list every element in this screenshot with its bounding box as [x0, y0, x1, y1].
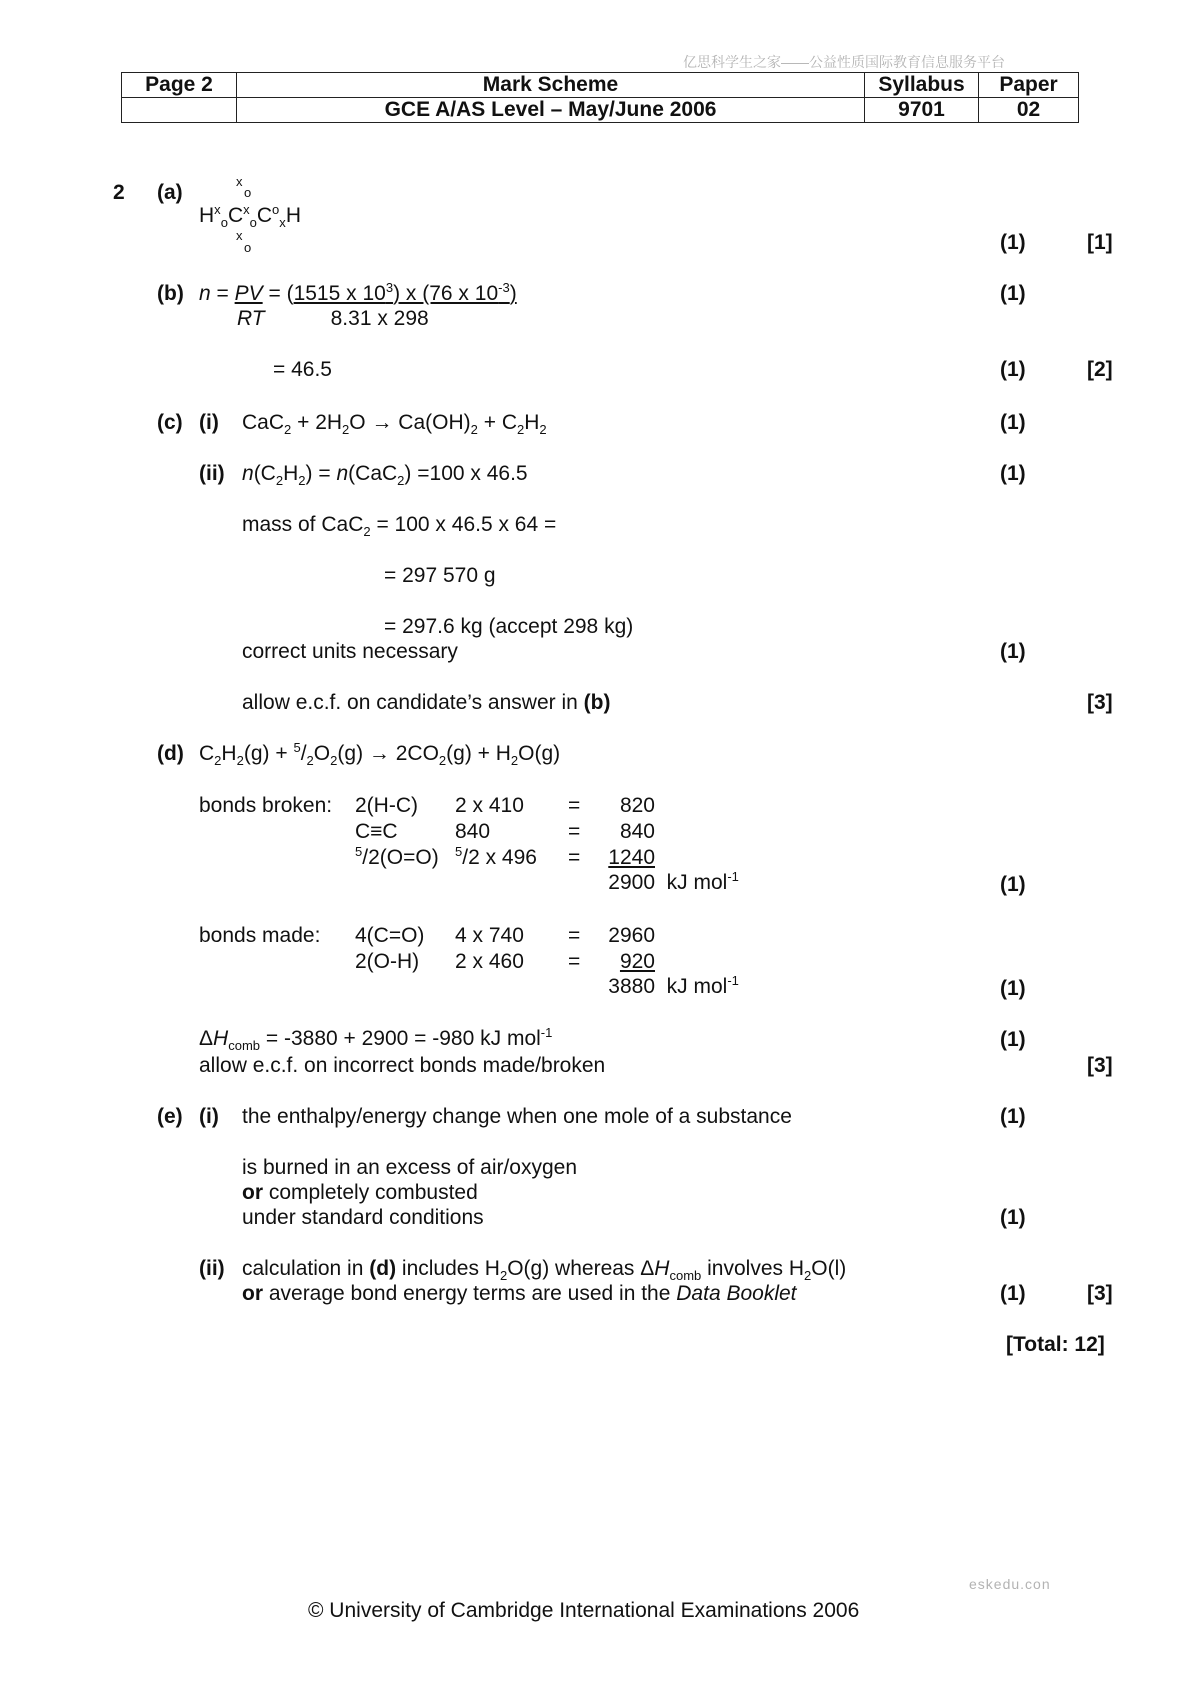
part-b-mark2: (1) — [1000, 358, 1026, 381]
e-ii-mark: (1) — [1000, 1282, 1026, 1305]
units-note: correct units necessary — [242, 640, 458, 663]
made-total: 3880 kJ mol$^{-1}$ — [608, 973, 739, 998]
part-c-i-label: (i) — [199, 411, 219, 434]
header-page: Page 2 — [122, 73, 237, 98]
watermark-bottom: eskedu.con — [969, 1576, 1051, 1592]
delta-h-mark: (1) — [1000, 1028, 1026, 1051]
part-c-label: (c) — [157, 411, 183, 434]
part-e-ii-label: (ii) — [199, 1257, 225, 1280]
e-i-line-1: the enthalpy/energy change when one mole of a substance — [242, 1105, 792, 1128]
made-eq-1: = — [568, 924, 581, 947]
broken-mark: (1) — [1000, 873, 1026, 896]
made-mark: (1) — [1000, 977, 1026, 1000]
c-ecf-note: allow e.c.f. on candidate’s answer in (b) — [242, 691, 611, 714]
delta-h-result: $\Delta H_{comb} = -3880 + 2900 = -980$ kJ mol$^{-1}$ — [199, 1025, 553, 1054]
part-c-total: [3] — [1087, 691, 1113, 714]
broken-eq-3: = — [568, 846, 581, 869]
made-calc-1: 4 x 740 — [455, 924, 524, 947]
part-a-total: [1] — [1087, 231, 1113, 254]
part-b-total: [2] — [1087, 358, 1113, 381]
part-b-mark1: (1) — [1000, 282, 1026, 305]
part-c-i-mark: (1) — [1000, 411, 1026, 434]
broken-val-1: 820 — [619, 794, 655, 817]
broken-bond-3: $^5$/2(O=O) — [355, 844, 439, 869]
broken-eq-1: = — [568, 794, 581, 817]
made-val-1: 2960 — [608, 924, 655, 947]
broken-val-2: 840 — [619, 820, 655, 843]
part-b-label: (b) — [157, 282, 184, 305]
header-exam: GCE A/AS Level – May/June 2006 — [237, 98, 865, 123]
broken-calc-3: $^5$/2 x 496 — [455, 844, 537, 869]
e-i-line-4: under standard conditions — [242, 1206, 484, 1229]
broken-eq-2: = — [568, 820, 581, 843]
part-c-ii-mark: (1) — [1000, 462, 1026, 485]
header-table — [121, 72, 1079, 123]
header-empty — [122, 98, 237, 123]
e-i-line-3: or completely combusted — [242, 1181, 478, 1204]
moles-equation: $n(C_2H_2) = n(CaC_2) =100$ x 46.5 — [242, 462, 528, 489]
broken-bond-1: 2(H-C) — [355, 794, 418, 817]
watermark-top: 亿思科学生之家——公益性质国际教育信息服务平台 — [683, 54, 1005, 70]
bonds-broken-label: bonds broken: — [199, 794, 333, 817]
part-a-label: (a) — [157, 181, 183, 204]
d-ecf-note: allow e.c.f. on incorrect bonds made/broken — [199, 1054, 606, 1077]
made-calc-2: 2 x 460 — [455, 950, 524, 973]
grand-total: [Total: 12] — [1006, 1333, 1105, 1356]
ideal-gas-denominator: RT 8.31 x 298 — [237, 307, 429, 330]
e-i-mark-1: (1) — [1000, 1105, 1026, 1128]
part-c-ii-label: (ii) — [199, 462, 225, 485]
combustion-equation: $C_2H_2(g) + ^5/_2O_2(g) \to 2CO_2(g) + H_2O(g)$ — [199, 740, 561, 769]
header-paper-label: Paper — [979, 73, 1079, 98]
part-e-i-label: (i) — [199, 1105, 219, 1128]
footer-copyright: © University of Cambridge International Examinations 2006 — [308, 1599, 860, 1622]
mass-line-1: mass of CaC$_2$ = 100 x 46.5 x 64 = — [242, 513, 557, 540]
broken-bond-2: C≡C — [355, 820, 398, 843]
e-i-line-2: is burned in an excess of air/oxygen — [242, 1156, 578, 1179]
broken-val-3: 1240 — [608, 846, 655, 869]
made-bond-2: 2(O-H) — [355, 950, 420, 973]
mass-line-3: = 297.6 kg (accept 298 kg) — [384, 615, 634, 638]
header-syllabus: 9701 — [865, 98, 979, 123]
part-e-total: [3] — [1087, 1282, 1113, 1305]
broken-calc-1: 2 x 410 — [455, 794, 524, 817]
dot-cross-diagram: x o $H^x_oC^x_oC^o_xH$ x o — [199, 174, 301, 255]
e-i-mark-2: (1) — [1000, 1206, 1026, 1229]
part-a-mark: (1) — [1000, 231, 1026, 254]
header-paper: 02 — [979, 98, 1079, 123]
part-d-total: [3] — [1087, 1054, 1113, 1077]
e-ii-line-2: or average bond energy terms are used in the Data Booklet — [242, 1282, 797, 1305]
carbide-equation: $CaC_2 + 2H_2O \to Ca(OH)_2 + C_2H_2$ — [242, 411, 547, 438]
header-syllabus-label: Syllabus — [865, 73, 979, 98]
part-b-result: = 46.5 — [273, 358, 332, 381]
broken-total: 2900 kJ mol$^{-1}$ — [608, 869, 739, 894]
ideal-gas-equation: n = PV = (1515 x $10^3$) x (76 x $10^{-3}$) — [199, 280, 517, 305]
broken-calc-2: 840 — [455, 820, 491, 843]
mass-line-2: = 297 570 g — [384, 564, 496, 587]
made-bond-1: 4(C=O) — [355, 924, 425, 947]
question-number: 2 — [113, 181, 125, 204]
header-title: Mark Scheme — [237, 73, 865, 98]
part-d-label: (d) — [157, 742, 184, 765]
made-eq-2: = — [568, 950, 581, 973]
part-e-label: (e) — [157, 1105, 183, 1128]
bonds-made-label: bonds made: — [199, 924, 321, 947]
units-mark: (1) — [1000, 640, 1026, 663]
e-ii-line-1: calculation in (d) includes $H_2O(g)$ whereas $\Delta H_{comb}$ involves $H_2O(l)$ — [242, 1257, 847, 1284]
made-val-2: 920 — [619, 950, 655, 973]
